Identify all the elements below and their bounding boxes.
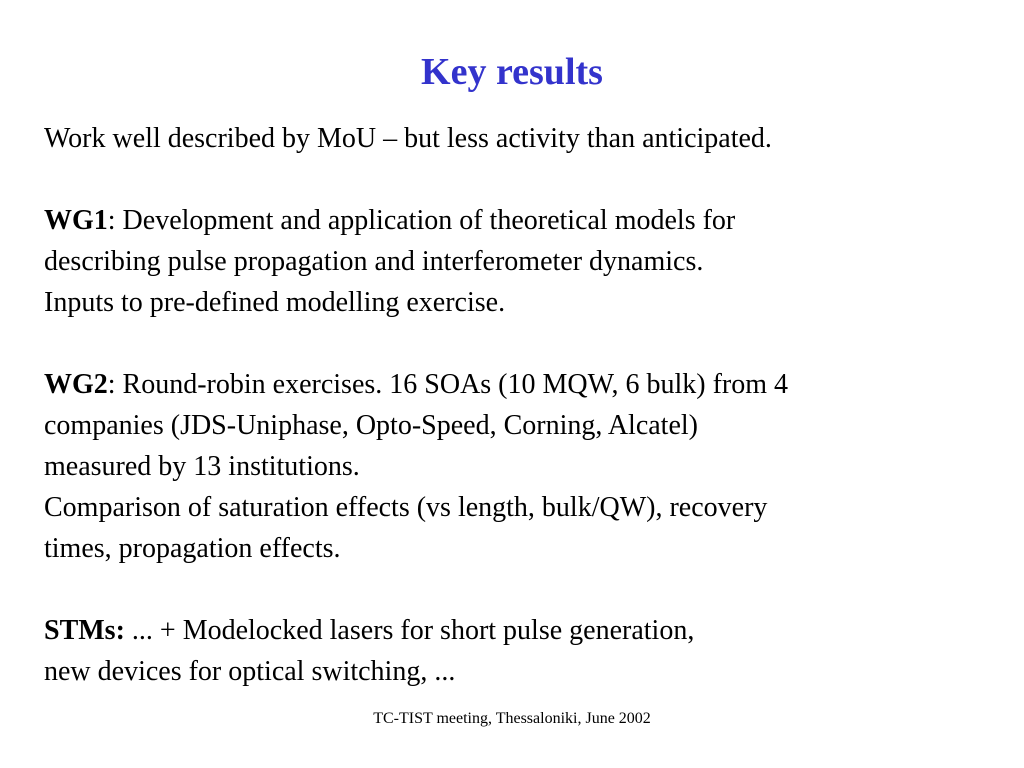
- stms-paragraph: [44, 610, 1004, 692]
- wg2-line-2: companies (JDS-Uniphase, Opto-Speed, Corning, Alcatel): [44, 410, 698, 441]
- wg2-line-1: : Round-robin exercises. 16 SOAs (10 MQW, 6 bulk) from 4: [107, 369, 789, 400]
- spacer: [44, 323, 1004, 364]
- stms-line-2: new devices for optical switching, ...: [44, 656, 456, 687]
- slide-title: Key results: [421, 51, 603, 93]
- wg2-line-5: times, propagation effects.: [44, 533, 341, 564]
- wg1-paragraph: [44, 200, 1004, 323]
- wg2-line-4: Comparison of saturation effects (vs length, bulk/QW), recovery: [44, 492, 768, 523]
- slide-footer: TC-TIST meeting, Thessaloniki, June 2002: [373, 710, 651, 727]
- intro-text: Work well described by MoU – but less activity than anticipated.: [44, 123, 772, 154]
- spacer: [44, 569, 1004, 610]
- stms-label: STMs:: [44, 615, 125, 646]
- wg1-line-3: Inputs to pre-defined modelling exercise.: [44, 287, 506, 318]
- wg1-line-2: describing pulse propagation and interferometer dynamics.: [44, 246, 704, 277]
- wg2-label: WG2: [44, 369, 108, 400]
- wg2-paragraph: [44, 364, 1004, 569]
- wg1-line-1: : Development and application of theoretical models for: [107, 205, 736, 236]
- spacer: [44, 159, 1004, 200]
- stms-line-1: ... + Modelocked lasers for short pulse generation,: [124, 615, 695, 646]
- wg2-line-3: measured by 13 institutions.: [44, 451, 360, 482]
- slide-body: [44, 118, 1004, 692]
- wg1-label: WG1: [44, 205, 108, 236]
